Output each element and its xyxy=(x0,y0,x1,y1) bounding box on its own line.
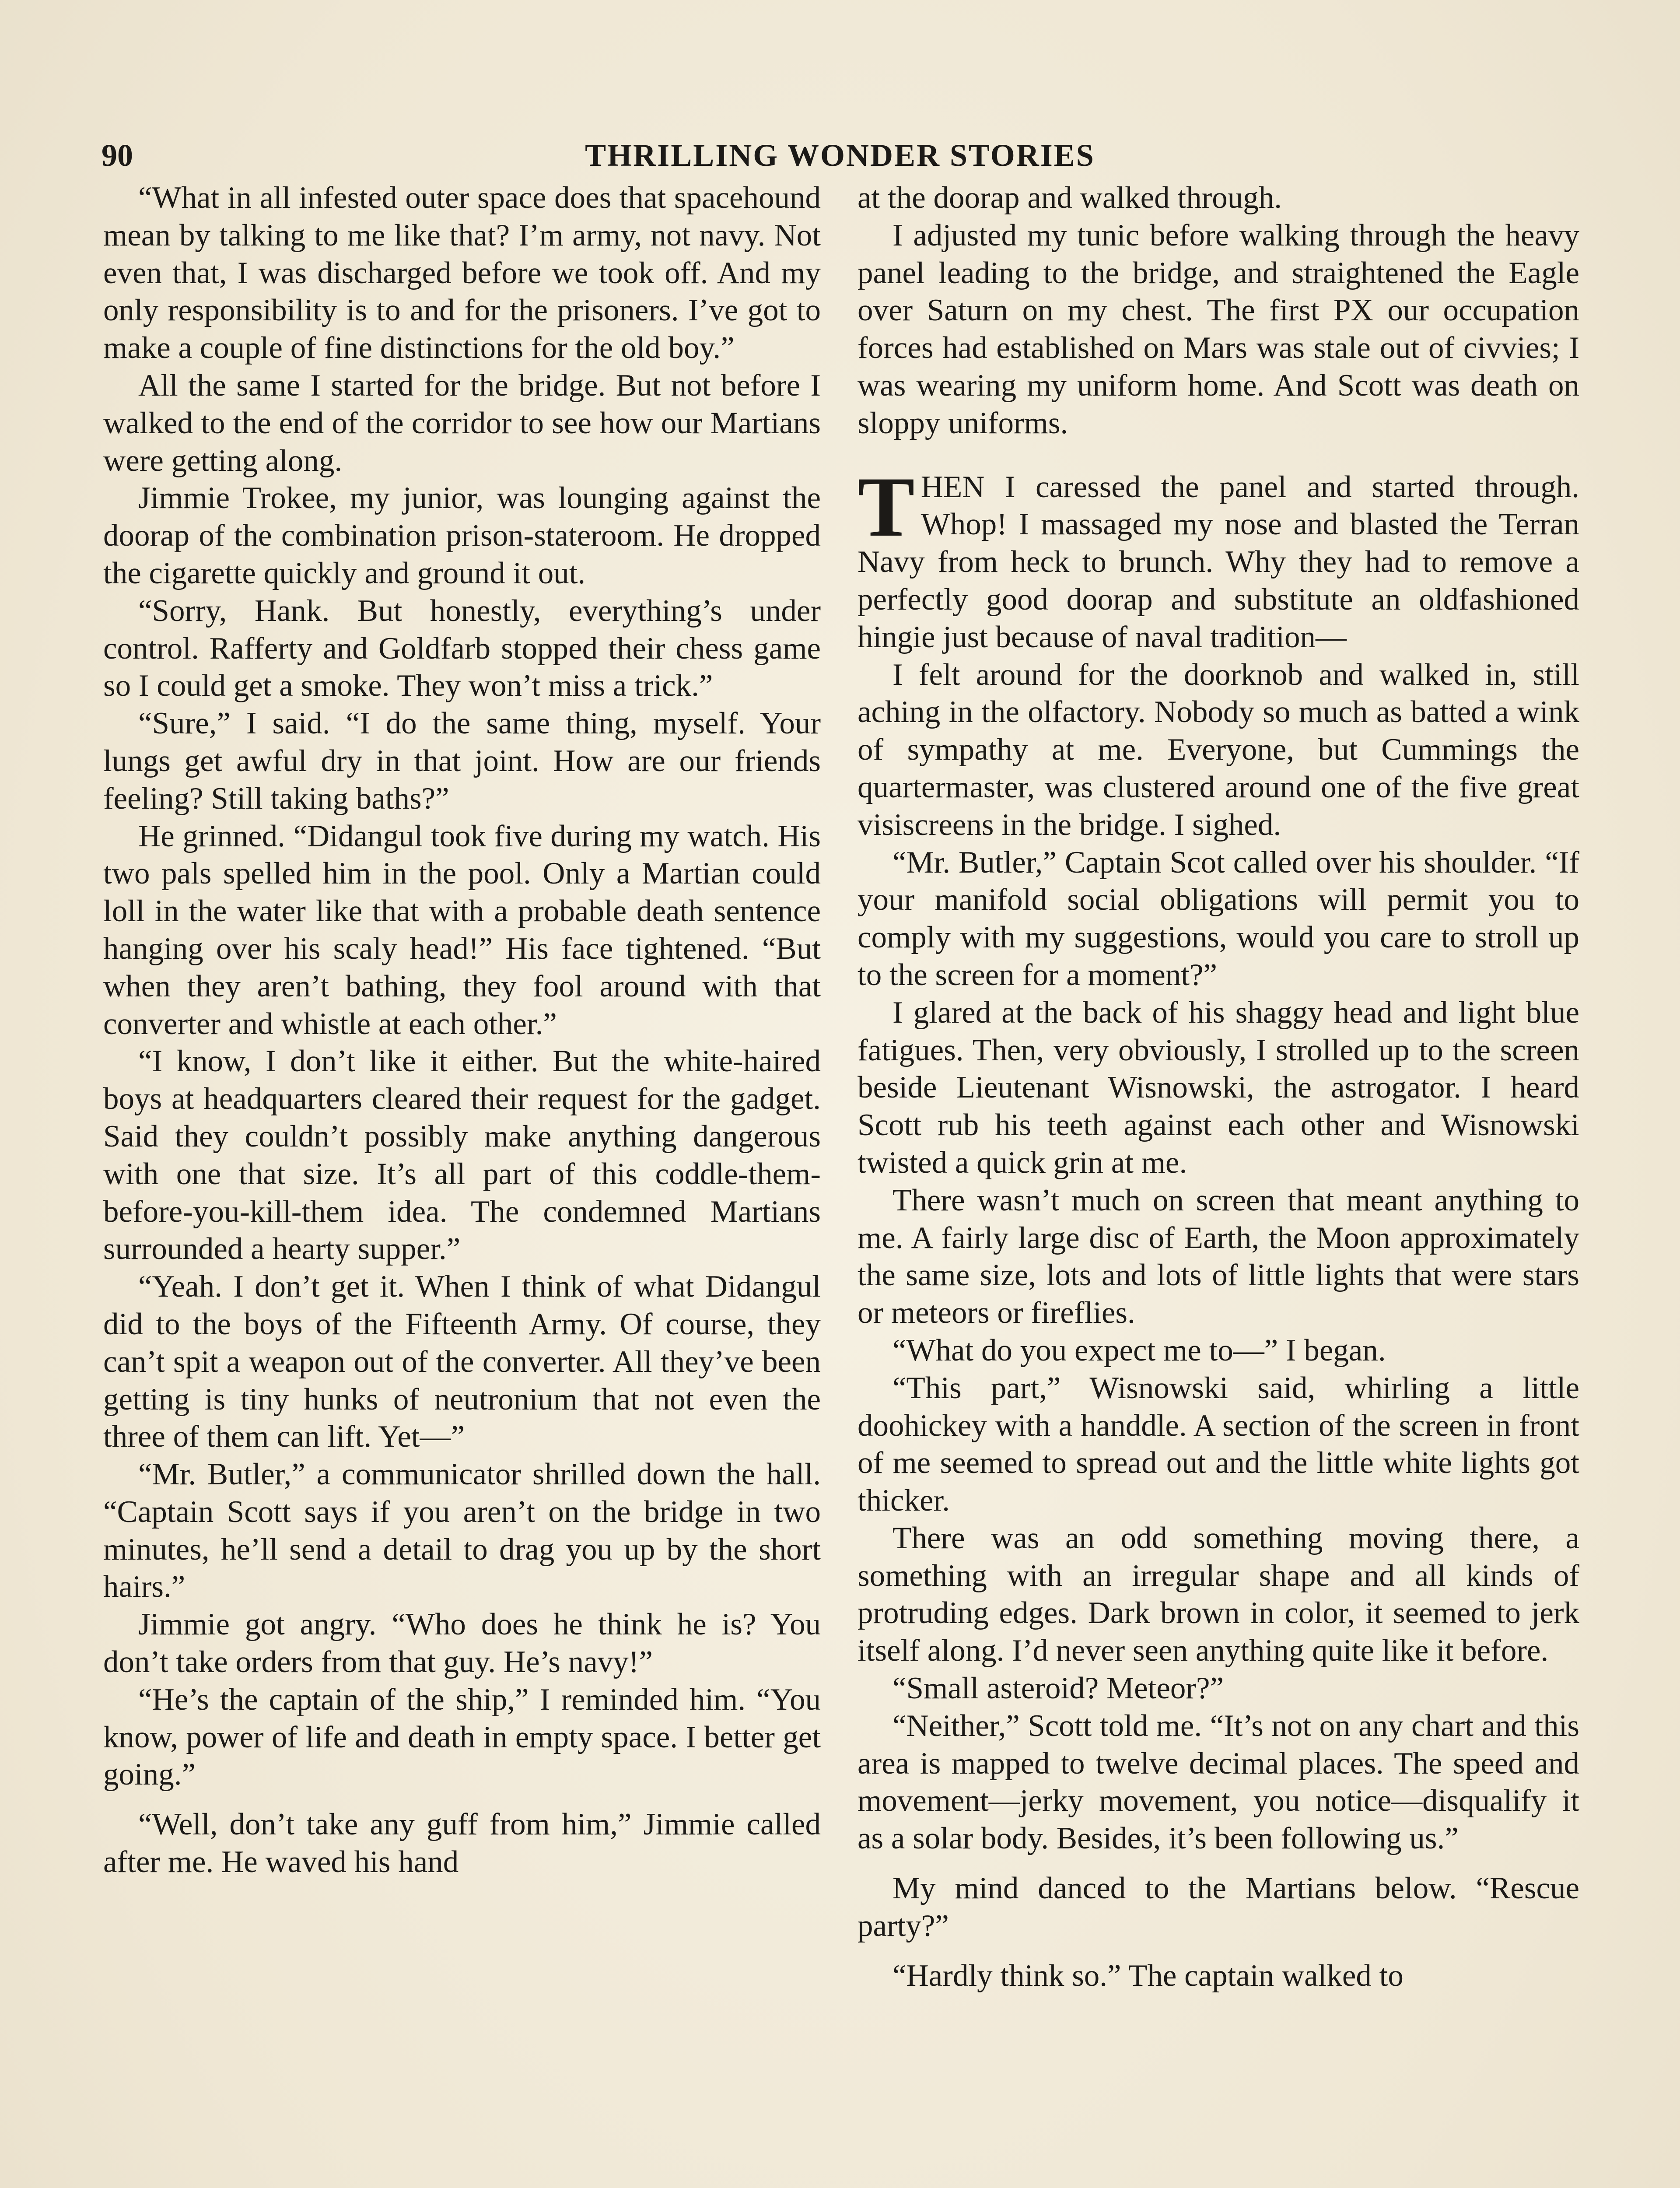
page-header xyxy=(102,131,1578,179)
paragraph: My mind danced to the Martians below. “Rescue party?” xyxy=(858,1871,1579,1943)
paragraph: All the same I started for the bridge. But not before I walked to the end of the corridor to see how our Martians were getting along. xyxy=(103,368,821,478)
paragraph: “This part,” Wisnowski said, whirling a little doohickey with a handdle. A section of the screen in front of me seemed to spread out and the little white lights got thicker. xyxy=(858,1371,1579,1518)
paragraph: “I know, I don’t like it either. But the white-haired boys at headquarters cleared their request for the gadget. Said they couldn’t possibly make anything dangerous with one that size. It’s all part of this coddle-them-before-you-kill-them idea. The condemned Martians surrounded a hearty supper.” xyxy=(103,1044,821,1266)
paragraph: “What in all infested outer space does that spacehound mean by talking to me like that? I’m army, not navy. Not even that, I was discharged before we took off. And my only responsibility is to and for the prisoners. I’ve got to make a couple of fine distinctions for the old boy.” xyxy=(103,181,821,365)
paragraph: “Sorry, Hank. But honestly, everything’s under control. Rafferty and Goldfarb stopped their chess game so I could get a smoke. They won’t miss a trick.” xyxy=(103,593,821,703)
paragraph: He grinned. “Didangul took five during my watch. His two pals spelled him in the pool. Only a Martian could loll in the water like that with a probable death sentence hanging over his scaly head!” His face tightened. “But when they aren’t bathing, they fool around with that converter and whistle at each other.” xyxy=(103,819,821,1041)
paragraph: I felt around for the doorknob and walked in, still aching in the olfactory. Nobody so much as batted a wink of sympathy at me. Everyone, but Cummings the quartermaster, was clustered around one of the five great visiscreens in the bridge. I sighed. xyxy=(858,657,1579,842)
paragraph: I glared at the back of his shaggy head and light blue fatigues. Then, very obviously, I strolled up to the screen beside Lieutenant Wisnowski, the astrogator. I heard Scott rub his teeth against each other and Wisnowski twisted a quick grin at me. xyxy=(858,995,1579,1180)
paragraph: “Well, don’t take any guff from him,” Jimmie called after me. He waved his hand xyxy=(103,1807,821,1879)
page-number: 90 xyxy=(102,138,133,173)
paragraph: “Mr. Butler,” a communicator shrilled down the hall. “Captain Scott says if you aren’t on the bridge in two minutes, he’ll send a detail to drag you up by the short hairs.” xyxy=(103,1457,821,1604)
paragraph: I adjusted my tunic before walking through the heavy panel leading to the bridge, and straightened the Eagle over Saturn on my chest. The first PX our occupation forces had established on Mars was stale out of civvies; I was wearing my uniform home. And Scott was death on sloppy uniforms. xyxy=(858,218,1579,440)
paragraph: “Neither,” Scott told me. “It’s not on any chart and this area is mapped to twelve decimal places. The speed and movement—jerky movement, you notice—disqualify it as a solar body. Besides, it’s been following us.” xyxy=(858,1708,1579,1856)
paragraph: There wasn’t much on screen that meant anything to me. A fairly large disc of Earth, the Moon approximately the same size, lots and lots of little lights that were stars or meteors or fireflies. xyxy=(858,1183,1579,1330)
paragraph: “Small asteroid? Meteor?” xyxy=(892,1671,1224,1706)
right-text-column xyxy=(858,179,1579,1995)
running-title: THRILLING WONDER STORIES xyxy=(585,138,1095,173)
paragraph: “Mr. Butler,” Captain Scot called over his shoulder. “If your manifold social obligations will permit you to comply with my suggestions, would you care to stroll up to the screen for a moment?” xyxy=(858,845,1579,992)
paragraph: There was an odd something moving there, a something with an irregular shape and all kinds of protruding edges. Dark brown in color, it seemed to jerk itself along. I’d never seen anything quite like it before. xyxy=(858,1521,1579,1668)
drop-cap-paragraph-text: HEN I caressed the panel and started through. Whop! I massaged my nose and blasted the Terran Navy from heck to brunch. Why they had to remove a perfectly good doorap and substitute an oldfashioned hingie just because of naval tradition— xyxy=(858,470,1579,654)
paragraph: “Sure,” I said. “I do the same thing, myself. Your lungs get awful dry in that joint. How are our friends feeling? Still taking baths?” xyxy=(103,706,821,816)
paragraph: “What do you expect me to—” I began. xyxy=(892,1333,1386,1368)
paragraph: “Yeah. I don’t get it. When I think of what Didangul did to the boys of the Fifteenth Army. Of course, they can’t spit a weapon out of the converter. All they’ve been getting is tiny hunks of neutronium that not even the three of them can lift. Yet—” xyxy=(103,1269,821,1454)
paragraph: “He’s the captain of the ship,” I reminded him. “You know, power of life and death in empty space. I better get going.” xyxy=(103,1682,821,1792)
paragraph: at the doorap and walked through. xyxy=(858,181,1282,215)
paragraph: Jimmie Trokee, my junior, was lounging against the doorap of the combination prison-stateroom. He dropped the cigarette quickly and ground it out. xyxy=(103,481,821,590)
section-opening-paragraph xyxy=(858,459,1579,656)
paragraph: “Hardly think so.” The captain walked to xyxy=(892,1958,1404,1993)
left-text-column xyxy=(103,179,821,1881)
drop-cap-letter: T xyxy=(858,459,915,554)
paragraph: Jimmie got angry. “Who does he think he is? You don’t take orders from that guy. He’s navy!” xyxy=(103,1607,821,1680)
